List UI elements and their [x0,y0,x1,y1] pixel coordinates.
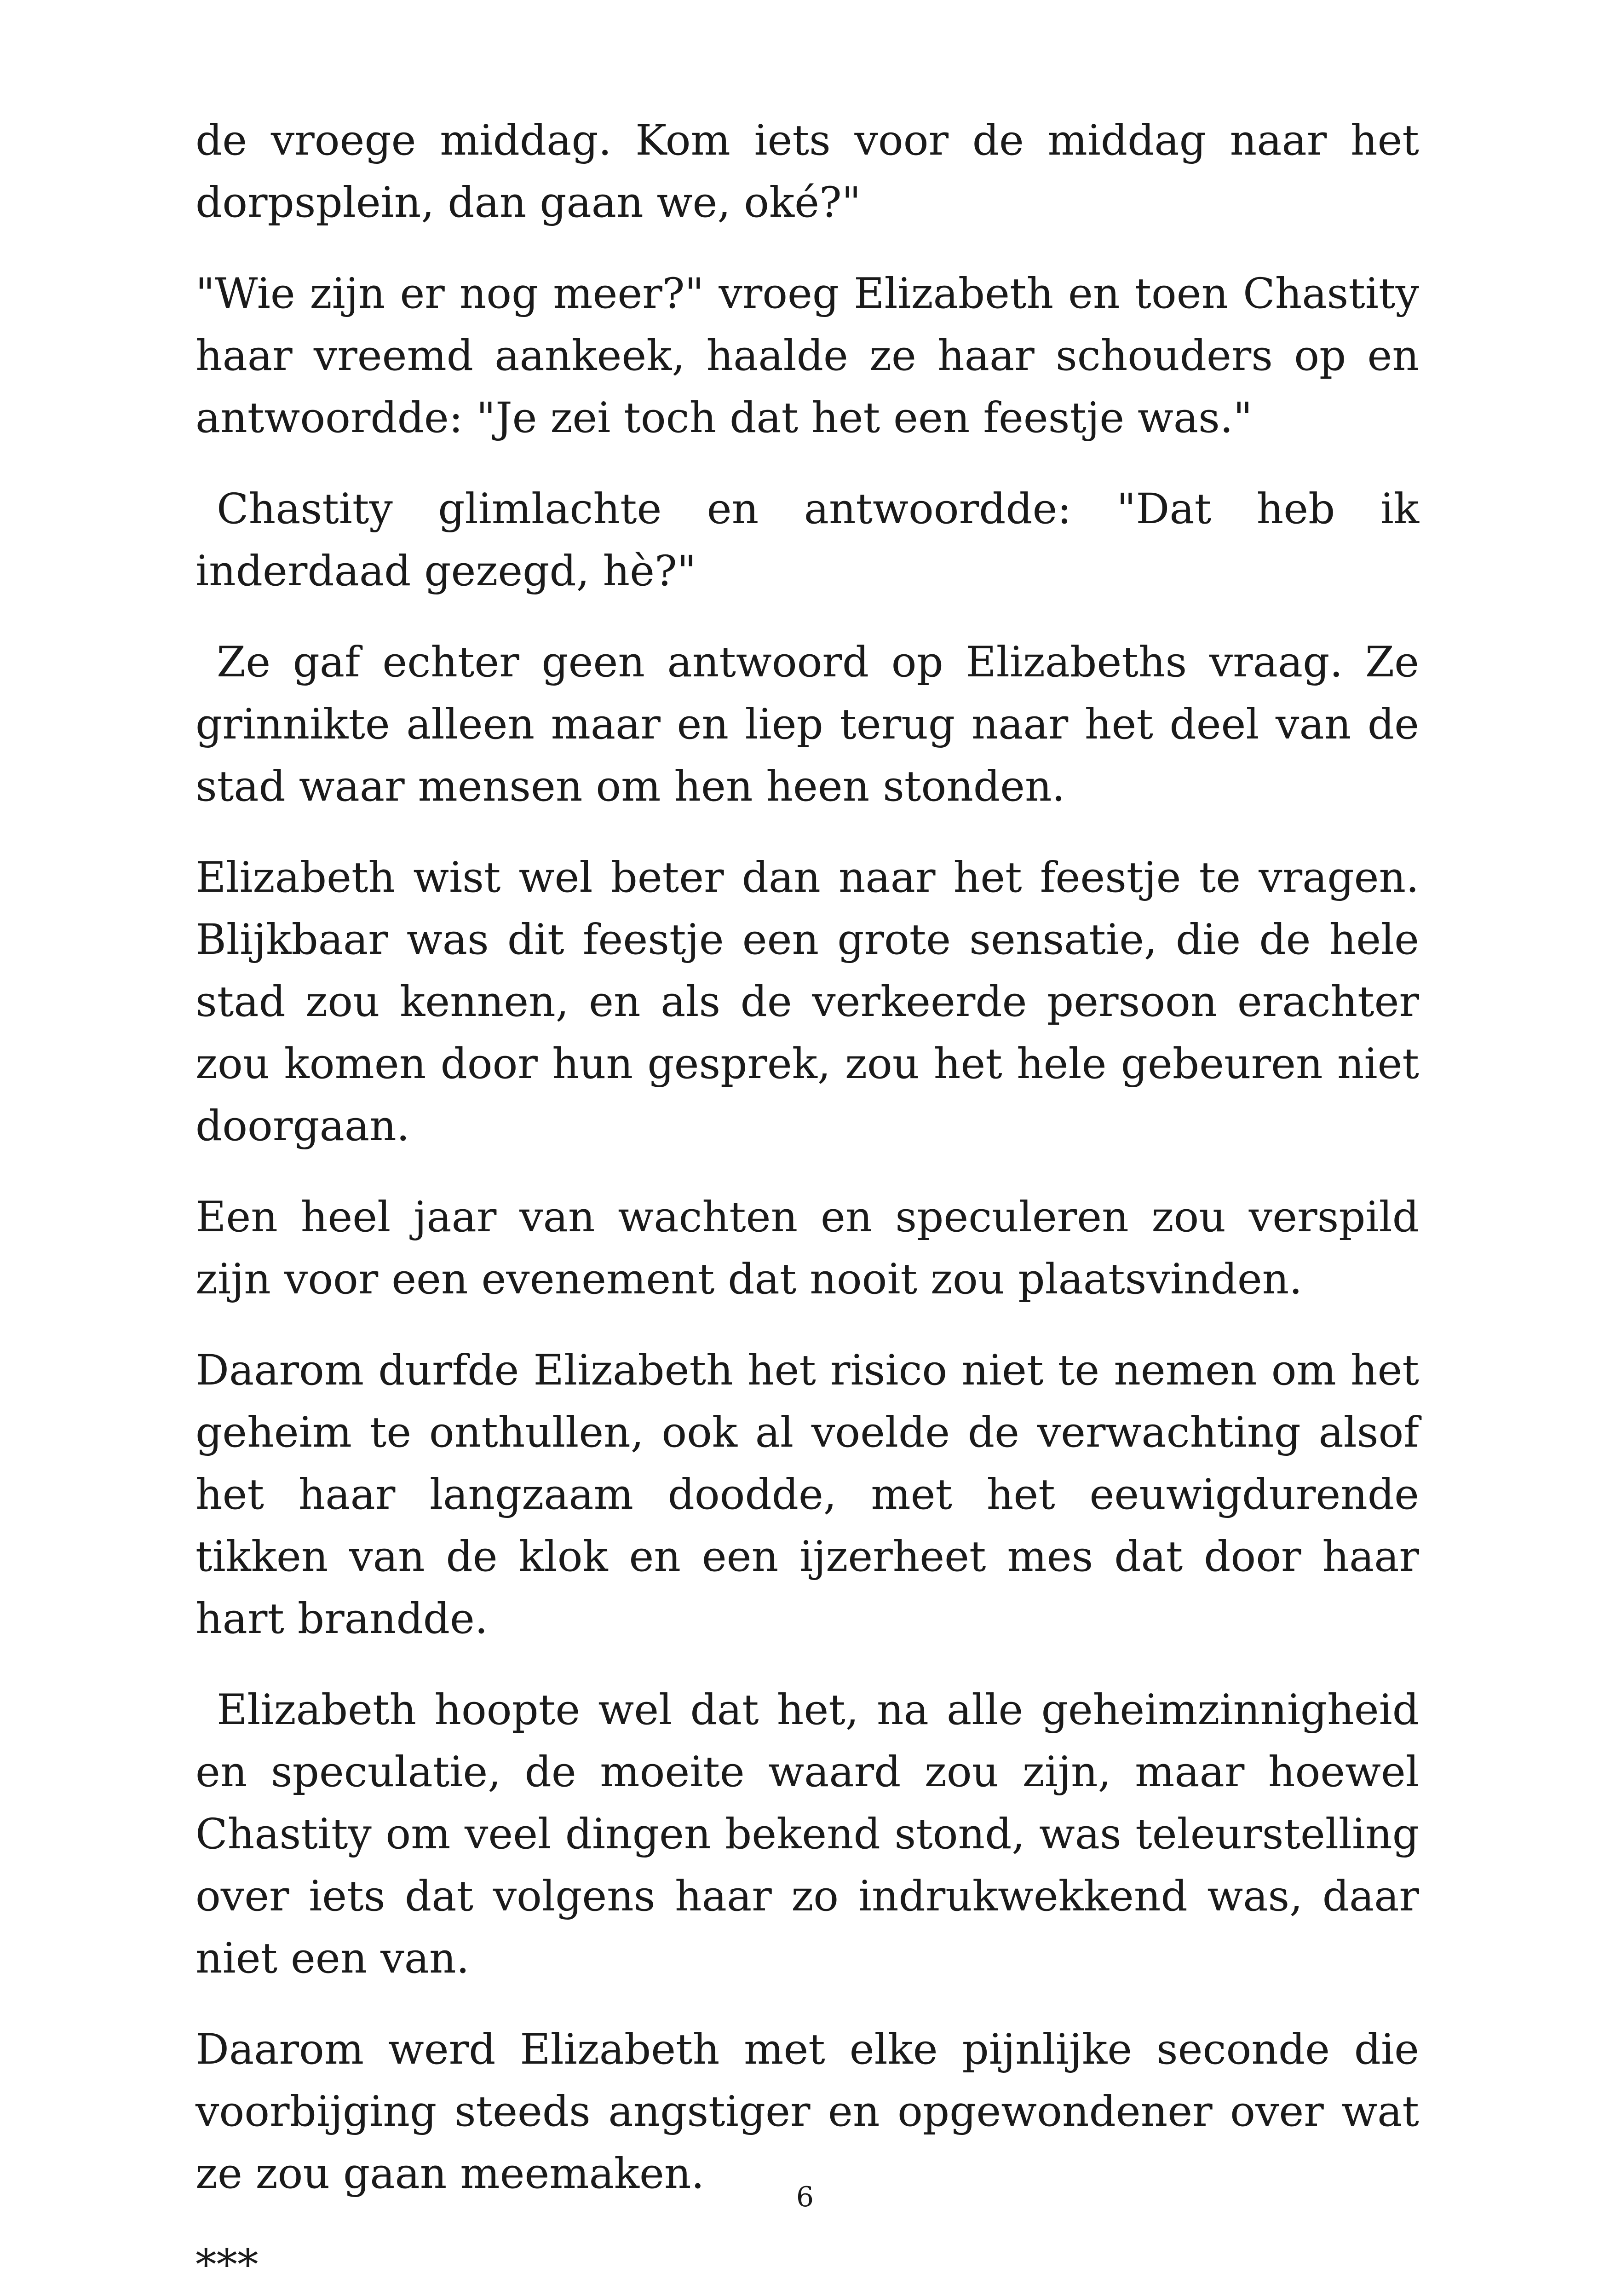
section-separator: *** [196,2241,259,2289]
page-number: 6 [796,2181,814,2213]
paragraph: Een heel jaar van wachten en speculeren zou verspild zijn voor een evenement dat nooit zou plaatsvinden. [196,1193,1419,1304]
paragraph: "Wie zijn er nog meer?" vroeg Elizabeth en toen Chastity haar vreemd aankeek, haalde ze haar schouders op en antwoordde: "Je zei toch dat het een feestje was." [196,270,1419,442]
paragraph: Elizabeth wist wel beter dan naar het feestje te vragen. Blijkbaar was dit feestje een grote sensatie, die de hele stad zou kennen, en als de verkeerde persoon erachter zou komen door hun gesprek, zou het hele gebeuren niet doorgaan. [196,854,1419,1150]
paragraph: Chastity glimlachte en antwoordde: "Dat heb ik inderdaad gezegd, hè?" [196,485,1419,595]
paragraph: Daarom durfde Elizabeth het risico niet te nemen om het geheim te onthullen, ook al voelde de verwachting alsof het haar langzaam doodde, met het eeuwigdurende tikken van de klok en een ijzerheet mes dat door haar hart brandde. [196,1346,1419,1643]
paragraph: de vroege middag. Kom iets voor de middag naar het dorpsplein, dan gaan we, oké?" [196,116,1419,227]
page-content [196,110,1419,2296]
paragraph: Ze gaf echter geen antwoord op Elizabeths vraag. Ze grinnikte alleen maar en liep terug naar het deel van de stad waar mensen om hen heen stonden. [196,638,1419,811]
paragraph: Elizabeth hoopte wel dat het, na alle geheimzinnigheid en speculatie, de moeite waard zou zijn, maar hoewel Chastity om veel dingen bekend stond, was teleurstelling over iets dat volgens haar zo indrukwekkend was, daar niet een van. [196,1686,1419,1983]
paragraph: Daarom werd Elizabeth met elke pijnlijke seconde die voorbijging steeds angstiger en opgewondener over wat ze zou gaan meemaken. [196,2025,1419,2198]
